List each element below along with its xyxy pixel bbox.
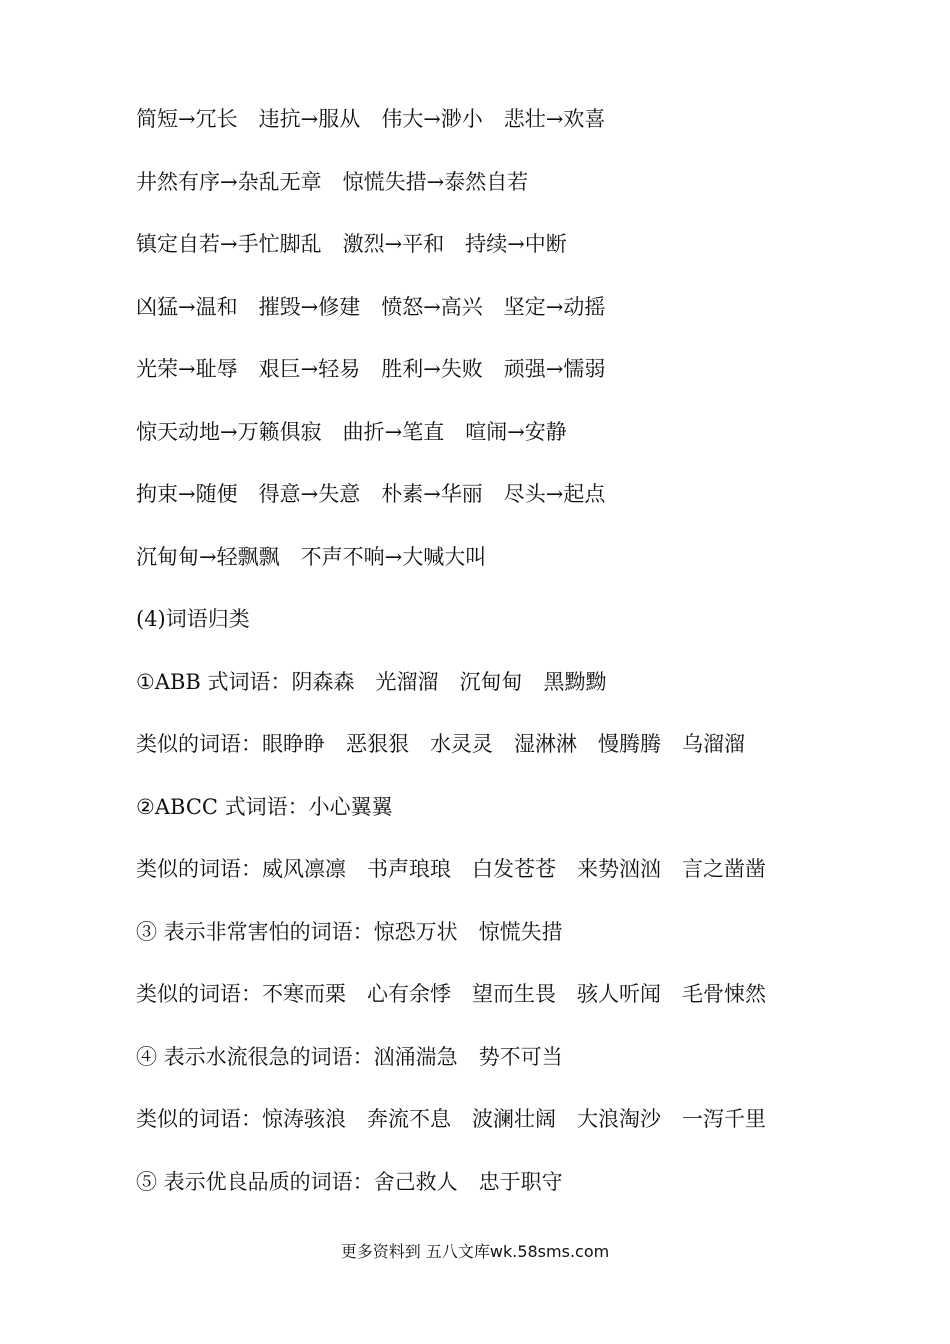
text-line: 惊天动地→万籁俱寂 曲折→笔直 喧闹→安静 xyxy=(136,419,567,444)
text-line: 井然有序→杂乱无章 惊慌失措→泰然自若 xyxy=(136,169,529,194)
text-line: 沉甸甸→轻飘飘 不声不响→大喊大叫 xyxy=(136,544,487,569)
text-line: ④ 表示水流很急的词语：汹涌湍急 势不可当 xyxy=(136,1044,563,1069)
text-line: 类似的词语：不寒而栗 心有余悸 望而生畏 骇人听闻 毛骨悚然 xyxy=(136,982,766,1006)
text-line: 类似的词语：眼睁睁 恶狠狠 水灵灵 湿淋淋 慢腾腾 乌溜溜 xyxy=(136,732,745,756)
document-body xyxy=(136,100,836,1225)
text-line: 拘束→随便 得意→失意 朴素→华丽 尽头→起点 xyxy=(136,482,606,506)
text-line: 凶猛→温和 摧毁→修建 愤怒→高兴 坚定→动摇 xyxy=(136,294,606,319)
text-line: 类似的词语：惊涛骇浪 奔流不息 波澜壮阔 大浪淘沙 一泻千里 xyxy=(136,1107,766,1131)
text-line: 类似的词语：威风凛凛 书声琅琅 白发苍苍 来势汹汹 言之凿凿 xyxy=(136,857,766,881)
text-line: 镇定自若→手忙脚乱 激烈→平和 持续→中断 xyxy=(136,232,567,256)
text-line: ②ABCC 式词语：小心翼翼 xyxy=(136,794,393,819)
text-line: ⑤ 表示优良品质的词语：舍己救人 忠于职守 xyxy=(136,1169,563,1194)
text-line: ③ 表示非常害怕的词语：惊恐万状 惊慌失措 xyxy=(136,919,563,944)
text-line: 简短→冗长 违抗→服从 伟大→渺小 悲壮→欢喜 xyxy=(136,107,606,131)
page-footer: 更多资料到 五八文库wk.58sms.com xyxy=(340,1242,610,1261)
text-line: ①ABB 式词语：阴森森 光溜溜 沉甸甸 黑黝黝 xyxy=(136,669,607,694)
text-line: 光荣→耻辱 艰巨→轻易 胜利→失败 顽强→懦弱 xyxy=(136,357,606,381)
section-heading: (4)词语归类 xyxy=(136,607,250,631)
